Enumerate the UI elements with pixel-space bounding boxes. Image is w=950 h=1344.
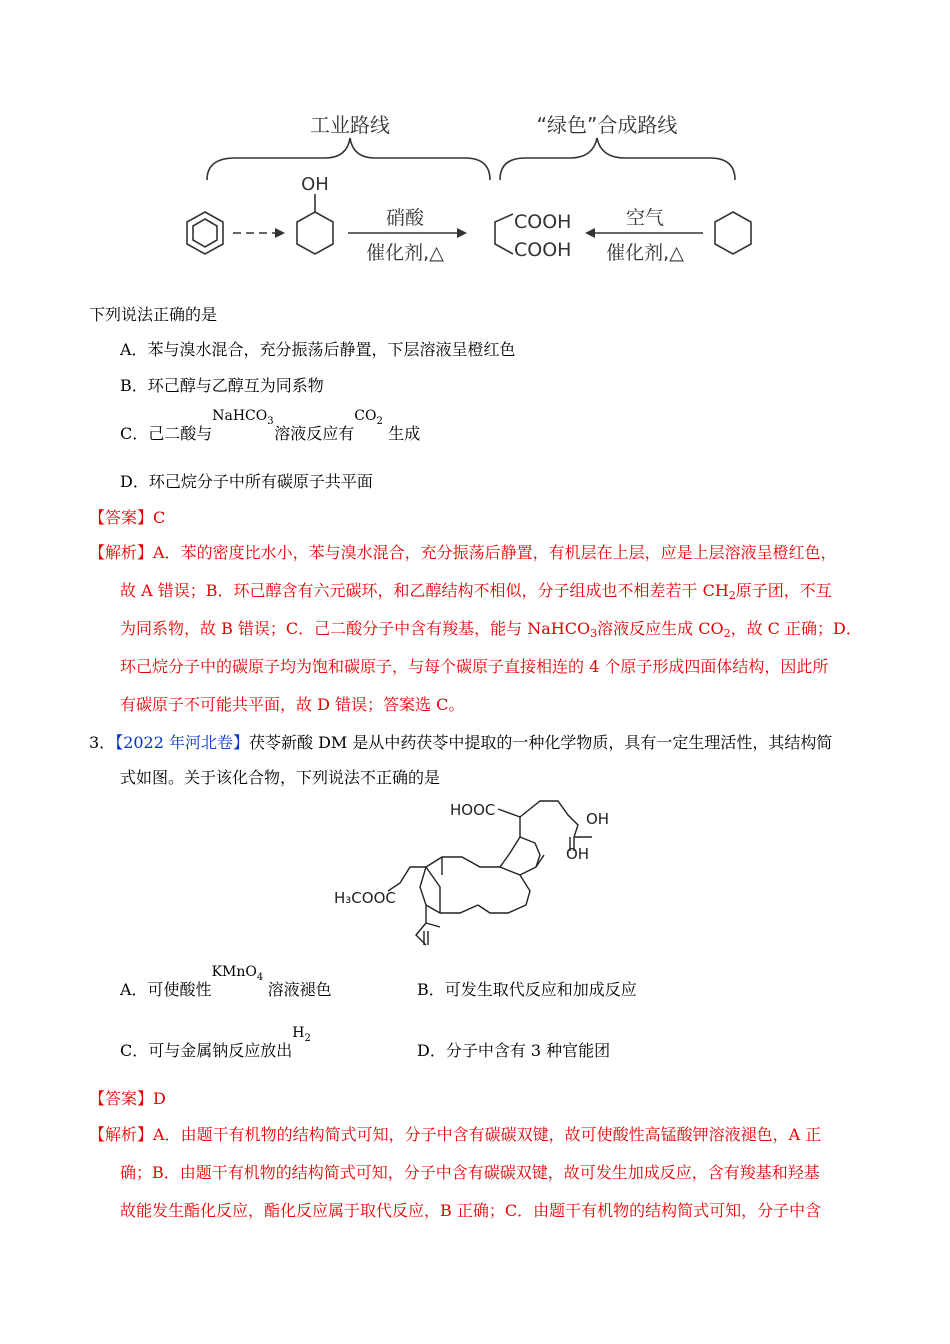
analysis-line-1: 【解析】A．苯的密度比水小，苯与溴水混合，充分振荡后静置，有机层在上层，应是上层溶液呈橙红色， xyxy=(89,543,837,562)
option-c-prefix: C．己二酸与 xyxy=(120,424,213,443)
q3-analysis-line-1: 【解析】A．由题干有机物的结构简式可知，分子中含有碳碳双键，故可使酸性高锰酸钾溶液褪色，A 正 xyxy=(89,1125,822,1144)
struct-oh-2: OH xyxy=(566,845,590,863)
formula-kmno4: KMnO$_4$ xyxy=(211,964,264,983)
q3-option-b: B．可发生取代反应和加成反应 xyxy=(417,980,637,999)
adipic-acid-chain xyxy=(495,214,513,254)
analysis-line-3: 为同系物，故 B 错误；C．己二酸分子中含有羧基，能与 NaHCO$_3$溶液反应生成 $CO_2$，故 C 正确；D． xyxy=(120,619,862,640)
q3-stem-line-1: 3．【2022 年河北卷】茯苓新酸 DM 是从中药茯苓中提取的一种化学物质，具有一定生理活性，其结构简 xyxy=(89,733,833,752)
question-stem: 下列说法正确的是 xyxy=(89,305,218,324)
analysis-line-4: 环己烷分子中的碳原子均为饱和碳原子，与每个碳原子直接相连的 4 个原子形成四面体结构，因此所 xyxy=(120,657,829,676)
q3-stem-line-2: 式如图。关于该化合物，下列说法不正确的是 xyxy=(120,768,441,787)
q3-analysis-line-2: 确；B．由题干有机物的结构简式可知，分子中含有碳碳双键，故可发生加成反应，含有羧基和羟基 xyxy=(120,1163,820,1182)
reaction-scheme xyxy=(175,110,775,275)
option-c-mid: 溶液反应有 xyxy=(274,424,355,443)
option-b: B．环己醇与乙醇互为同系物 xyxy=(120,376,324,395)
right-brace-label: “绿色”合成路线 xyxy=(536,113,678,137)
right-brace xyxy=(500,138,735,180)
formula-h2: $H_2$ xyxy=(292,1025,311,1044)
q3-source: 【2022 年河北卷】 xyxy=(115,733,249,752)
oh-label: OH xyxy=(301,174,329,195)
option-d: D．环己烷分子中所有碳原子共平面 xyxy=(120,472,373,491)
analysis-line-2: 故 A 错误；B．环己醇含有六元碳环，和乙醇结构不相似，分子组成也不相差若干 $CH_2$原子团，不互 xyxy=(120,581,832,602)
arrow1-bottom-label: 催化剂,△ xyxy=(366,242,444,264)
answer-tag: 【答案】 xyxy=(89,508,154,527)
arrow1-top-label: 硝酸 xyxy=(385,207,425,229)
molecule-structure xyxy=(330,795,630,955)
q3-option-c: C．可与金属钠反应放出 $H_2$ xyxy=(120,1040,316,1062)
option-a: A．苯与溴水混合，充分振荡后静置，下层溶液呈橙红色 xyxy=(120,340,516,359)
struct-hooc: HOOC xyxy=(450,801,496,819)
option-c xyxy=(120,408,421,445)
cooh-bottom: COOH xyxy=(514,239,572,261)
option-c-suffix: 生成 xyxy=(388,424,421,443)
benzene-ring xyxy=(187,212,223,254)
answer-value: C xyxy=(153,508,166,527)
arrow2-bottom-label: 催化剂,△ xyxy=(606,242,684,264)
cyclohexane-ring xyxy=(715,212,751,254)
formula-nahco3: NaHCO$_3$ xyxy=(212,408,274,427)
left-brace-label: 工业路线 xyxy=(310,113,390,137)
q3-answer-value: D xyxy=(153,1089,166,1108)
cyclohexanol-ring xyxy=(297,194,333,254)
q3-analysis-tag: 【解析】 xyxy=(89,1125,154,1144)
q3-option-d: D．分子中含有 3 种官能团 xyxy=(417,1041,611,1060)
struct-oh-1: OH xyxy=(586,810,610,828)
cooh-top: COOH xyxy=(514,211,572,233)
q3-number: 3． xyxy=(89,733,116,752)
q3-option-a: A．可使酸性 KMnO$_4$ 溶液褪色 xyxy=(120,979,332,1001)
q3-analysis-line-3: 故能发生酯化反应，酯化反应属于取代反应，B 正确；C．由题干有机物的结构简式可知，分子中含 xyxy=(120,1201,822,1220)
struct-h3cooc: H₃COOC xyxy=(334,889,396,907)
q3-answer-line xyxy=(89,1088,166,1110)
formula-co2: $CO_2$ xyxy=(354,408,383,427)
q3-answer-tag: 【答案】 xyxy=(89,1089,154,1108)
analysis-tag: 【解析】 xyxy=(89,543,154,562)
answer-line xyxy=(89,507,165,529)
analysis-line-5: 有碳原子不可能共平面，故 D 错误；答案选 C。 xyxy=(120,695,465,714)
left-brace xyxy=(207,138,490,180)
arrow2-top-label: 空气 xyxy=(625,207,665,229)
